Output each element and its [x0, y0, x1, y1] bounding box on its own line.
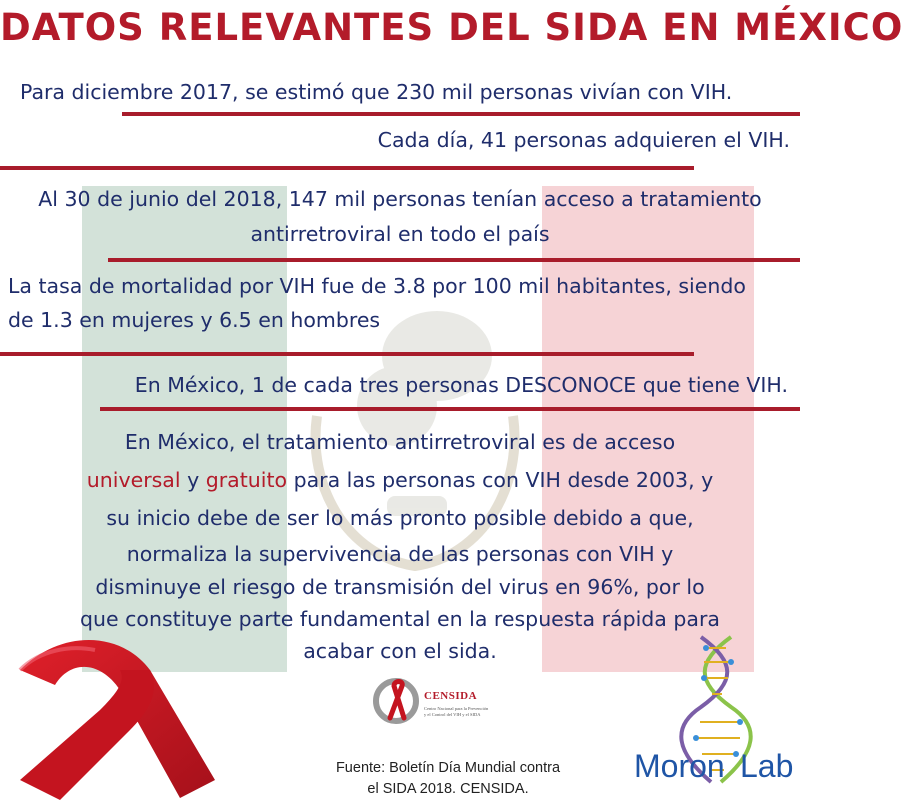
- fact-6-line-6: que constituye parte fundamental en la respuesta rápida para: [80, 607, 720, 631]
- fact-1: Para diciembre 2017, se estimó que 230 mil personas vivían con VIH.: [20, 80, 733, 104]
- divider-4: [0, 352, 694, 356]
- page-title: DATOS RELEVANTES DEL SIDA EN MÉXICO: [0, 6, 903, 49]
- universal-highlight: universal: [86, 468, 181, 492]
- source-line-2: el SIDA 2018. CENSIDA.: [367, 781, 529, 797]
- source-citation: [318, 758, 578, 800]
- gratuito-highlight: gratuito: [205, 468, 288, 492]
- fact-6-line-4: normaliza la supervivencia de las personas con VIH y: [126, 542, 674, 566]
- fact-2: Cada día, 41 personas adquieren el VIH.: [377, 128, 790, 152]
- fact-6-line-5: disminuye el riesgo de transmisión del virus en 96%, por lo: [95, 575, 705, 599]
- fact-4-line-2: de 1.3 en mujeres y 6.5 en hombres: [8, 308, 381, 332]
- fact-6-line-2: universal y gratuito para las personas con VIH desde 2003, y: [86, 468, 714, 492]
- divider-5: [100, 407, 800, 411]
- divider-3: [108, 258, 800, 262]
- censida-logo: [372, 676, 512, 728]
- moronlab-word-1: Moron: [634, 748, 725, 784]
- fact-4-line-1: La tasa de mortalidad por VIH fue de 3.8 por 100 mil habitantes, siendo: [8, 274, 746, 298]
- divider-2: [0, 166, 694, 170]
- fact-3-line-1: Al 30 de junio del 2018, 147 mil personas tenían acceso a tratamiento: [38, 187, 762, 211]
- fact-3-line-2: antirretroviral en todo el país: [250, 222, 550, 246]
- fact-6-line-7: acabar con el sida.: [303, 639, 497, 663]
- source-line-1: Fuente: Boletín Día Mundial contra: [335, 760, 561, 776]
- fact-5: En México, 1 de cada tres personas DESCONOCE que tiene VIH.: [134, 373, 788, 397]
- censida-subtitle-2: y el Control del VIH y el SIDA: [424, 712, 481, 717]
- censida-subtitle-1: Centro Nacional para la Prevención: [424, 706, 489, 711]
- divider-1: [122, 112, 800, 116]
- fact-6-line-3: su inicio debe de ser lo más pronto posible debido a que,: [106, 506, 694, 530]
- censida-ribbon-icon: [372, 676, 422, 726]
- moronlab-word-2: Lab: [740, 748, 794, 784]
- fact-6-line-1: En México, el tratamiento antirretroviral es de acceso: [124, 430, 676, 454]
- red-ribbon-icon: [0, 630, 260, 800]
- censida-name: CENSIDA: [424, 690, 478, 702]
